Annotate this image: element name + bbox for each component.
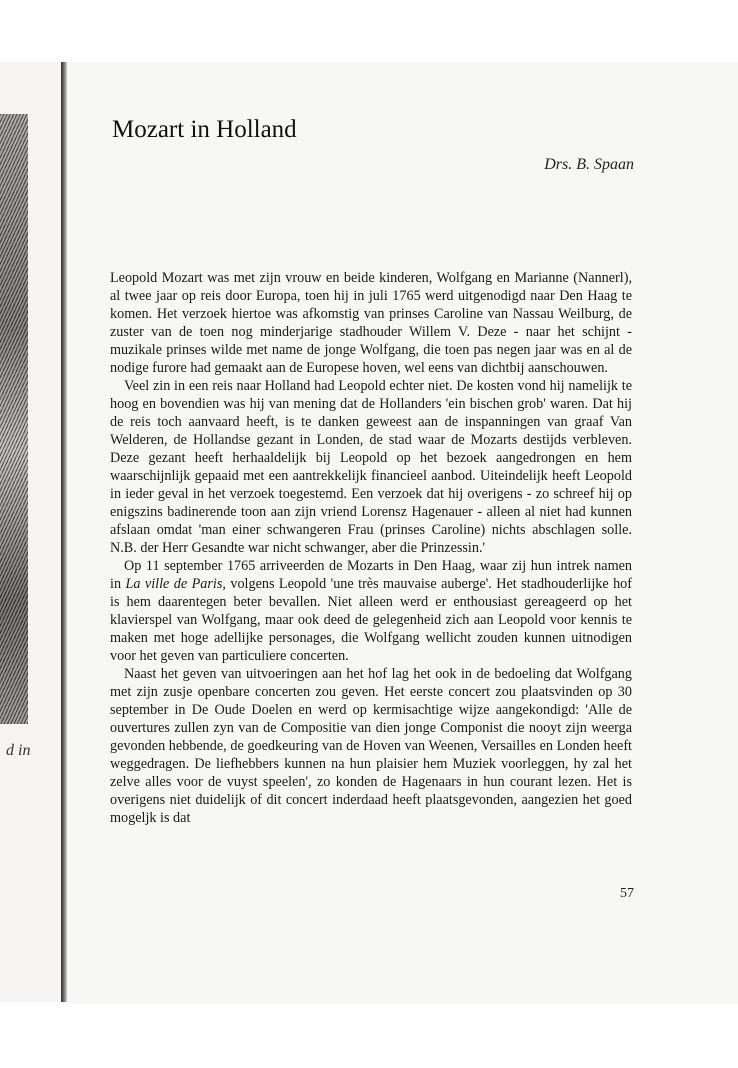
page-number: 57: [620, 886, 634, 901]
paragraph: Naast het geven van uitvoeringen aan het hof lag het ook in de bedoeling dat Wolfgang met zijn zusje openbare concerten zou geven. Het eerste concert zou plaatsvinden op 30 september in De Oude Doelen en werd op kermisachtige wijze aangekondigd: 'Alle de ouvertures zullen zyn van de Compositie van dien jonge Componist die nooyt zijn weerga gevonden hebbende, de goedkeuring van de Hoven van Weenen, Versailles en Londen heeft weggedragen. De liefhebbers kunnen na hun plaisier hem Muziek voorleggen, hy zal het zelve alles voor de vuyst speelen', zo konden de Hagenaars in hun courant lezen. Het is overigens niet duidelijk of dit concert inderdaad heeft plaatsgevonden, aangezien het goed mogeljk is dat: [110, 666, 632, 826]
article-title: Mozart in Holland: [112, 116, 297, 143]
caption-fragment: d in: [6, 742, 31, 759]
article-author: Drs. B. Spaan: [544, 156, 634, 173]
left-page: [0, 62, 62, 1002]
article-body: [110, 269, 632, 827]
paragraph: Veel zin in een reis naar Holland had Leopold echter niet. De kosten vond hij namelijk te hoog en bovendien was hij van mening dat de Hollanders 'ein bischen grob' waren. Dat hij de reis toch aanvaard heeft, is te danken geweest aan de inspanningen van graaf Van Welderen, de Hollandse gezant in Londen, de stad waar de Mozarts destijds verbleven. Deze gezant heeft herhaaldelijk bij Leopold op het bezoek aangedrongen en hem waarschijnlijk gepaaid met een aantrekkelijk financieel aanbod. Uiteindelijk heeft Leopold in ieder geval in het verzoek toegestemd. Een verzoek dat hij overigens - zo schreef hij op enigszins badinerende toon aan zijn vriend Lorensz Hagenauer - alleen al niet had kunnen afslaan omdat 'man einer schwangeren Frau (prinses Caroline) nichts abschlagen solle. N.B. der Herr Gesandte war nicht schwanger, aber die Prinzessin.': [110, 378, 632, 556]
paragraph: Op 11 september 1765 arriveerden de Mozarts in Den Haag, waar zij hun intrek namen in La ville de Paris, volgens Leopold 'une très mauvaise auberge'. Het stadhouderlijke hof is hem daarentegen beter bevallen. Niet alleen werd er enthousiast gereageerd op het klavierspel van Wolfgang, maar ook deed de gelegenheid zich aan Leopold voor kennis te maken met hoge adellijke personages, die Wolfgang wellicht zouden kunnen uitnodigen voor het geven van particuliere concerten.: [110, 558, 633, 664]
paragraph: Leopold Mozart was met zijn vrouw en beide kinderen, Wolfgang en Marianne (Nannerl), al twee jaar op reis door Europa, toen hij in juli 1765 werd uitgenodigd naar Den Haag te komen. Het verzoek hiertoe was afkomstig van prinses Caroline van Nassau Weilburg, de zuster van de toen nog minderjarige stadhouder Willem V. Deze - naar het schijnt - muzikale prinses wilde met name de jonge Wolfgang, die toen pas negen jaar was en al de nodige furore had gemaakt aan de Europese hoven, wel eens van dichtbij aanschouwen.: [110, 270, 632, 376]
engraving-illustration: [0, 114, 28, 724]
